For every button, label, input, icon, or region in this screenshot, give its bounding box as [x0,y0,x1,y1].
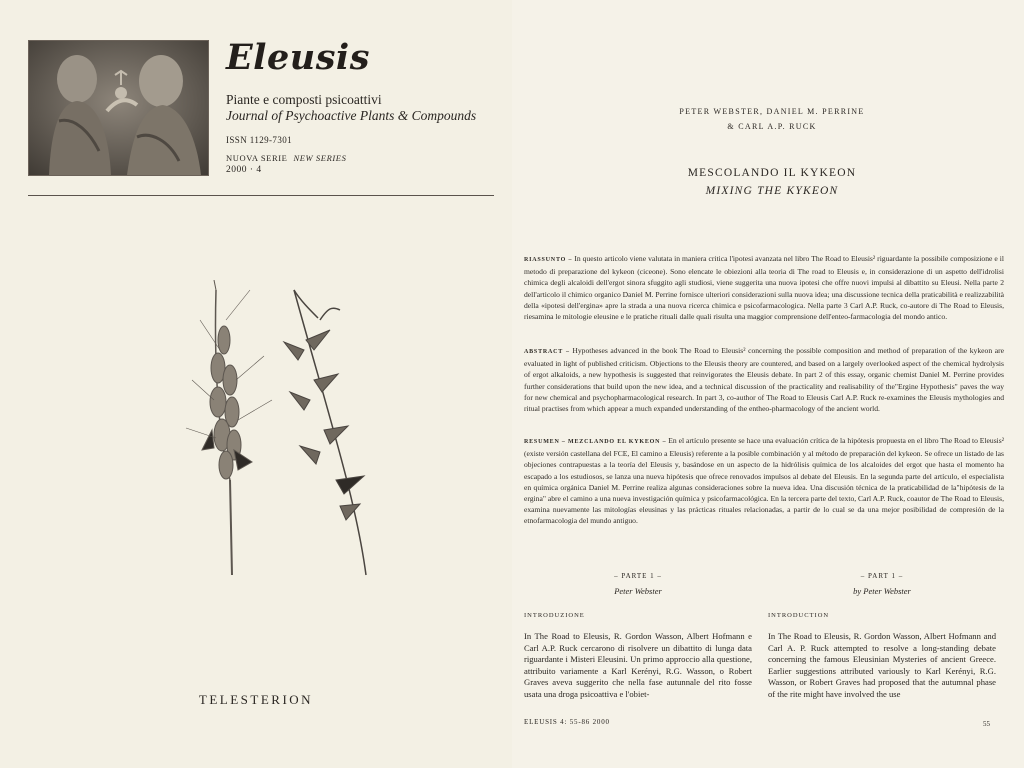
authors-line-2: & CARL A.P. RUCK [727,122,817,131]
issn-number: ISSN 1129-7301 [226,135,293,145]
page-number: 55 [983,720,990,728]
abstract-text: Hypotheses advanced in the book The Road to Eleusis² concerning the possible composition and method of preparation of the kykeon are evaluated in light of published criticism. Objections to the Eleusis theory are countered, and based on a largely overlooked aspect of the chemical hydrolysis of ergot alkaloids, a new hypothesis is suggested that reinvigorates the Eleusis debate. In part 2 of this essay, organic chemist Daniel M. Perrine provides further considerations that build upon the new idea, and a technical discussion of the practicality and realisability of the"Ergine Hypothesis" paves the way for new chemical and psychopharmacological research. In part 3, co-author of The Road to Eleusis Carl A.P. Ruck re-examines the Eleusis mythologies and ritual practises from which appear a much expanded understanding of the entheo-pharmacology of the ancient world. [524,346,1004,414]
resumen-text: En el artículo presente se hace una evaluación crítica de la hipótesis propuesta en el libro The Road to Eleusis² (existe versión castellana del FCE, El camino a Eleusis) referente a la posible combinación y al método de preparación del kykeon. Se ofrece un listado de las objeciones contrapuestas a la teoría del Eleusis y, basándose en un aspecto de la hidrólisis química de los alcaloides del ergot que hasta el momento ha escapado a los estudiosos, se lanza una nueva hipótesis que ofrece renovados impulsos al debate del Eleusis. En la segunda parte del artículo, el especialista en química orgánica Daniel M. Perrine realiza algunas consideraciones sobre la nueva idea. Una discusión técnica de la praticabilidad de la"hipótesis de la ergina" abre el camino a una nueva investigación química y psicofarmacológica. En la tercera parte del texto, Carl A.P. Ruck, coautor de The Road to Eleusis, examina nuevamente las mitologías eleusinas y las prácticas rituales relacionadas, a partir de lo cual se da una mejor posibilidad de compresión de la etnofarmacologia del mundo antiguo. [524,436,1005,526]
part-author: by Peter Webster [853,586,911,596]
riassunto-label: RIASSUNTO – [524,257,573,263]
abstract-label: ABSTRACT – [524,349,570,355]
title-english: MIXING THE KYKEON [705,185,839,197]
body-text: In The Road to Eleusis, R. Gordon Wasson, Albert Hofmann and Carl A. P. Ruck attempted to resolve a long-standing debate concerning the famous Eleusinian Mysteries of ancient Greece. Earlier suggestions attributed variously to Karl Kerényi, R.G. Wasson, or Robert Graves had proposed that the autumnal phase of the rite might have involved the use [768,631,996,699]
series-italian: NUOVA SERIE [226,153,288,163]
right-page [512,0,1024,768]
article-authors [512,104,1024,134]
title-italian: MESCOLANDO IL KYKEON [687,167,857,179]
grass-stalk-icon [284,290,366,575]
section-heading: INTRODUZIONE [524,612,585,619]
series-label [226,153,346,163]
series-english: NEW SERIES [293,153,347,163]
journal-title: Eleusis [226,37,370,78]
riassunto-text: In questo articolo viene valutata in maniera critica l'ipotesi avanzata nel libro The Road to Eleusis² riguardante la possibile composizione e il metodo di preparazione del kykeon (ciceone). Sono elencate le obiezioni alla teoria di The road to Eleusis e, in considerazione di un aspetto dell'idrolisi chimica degli alcaloidi dell'ergot sinora sfuggito agli studiosi, viene suggerita una nuova ipotesi che offre nuovi impulsi al dibattito su Eleusi. Nella parte 2 dell'articolo il chimico organico Daniel M. Perrine fornisce ulteriori considerazioni sulla nuova idea; una discussione tecnica della praticabilità e realizzabilità della «ipotesi dell'ergina» apre la strada a una nuova ricerca chimica e psicofarmacologica. Nella parte 3 Carl A.P. Ruck, co-autore di The Road to Eleusis, riesamina le mitologie eleusine e le pratiche rituali dalle quali risulta una maggior comprensione dell'enteo-farmacologia del mondo antico. [524,254,1004,322]
riassunto-paragraph [524,253,1004,322]
resumen-paragraph [524,435,1004,527]
journal-subtitle-italian: Piante e composti psicoattivi [226,92,382,107]
part-heading: – PART 1 – [860,572,904,580]
abstract-paragraph [524,345,1004,414]
part-author: Peter Webster [614,586,662,596]
masthead-divider [28,195,494,196]
barley-ear-icon [186,280,272,575]
authors-line-1: PETER WEBSTER, DANIEL M. PERRINE [679,107,865,116]
resumen-label: RESUMEN – MEZCLANDO EL KYKEON – [524,439,667,445]
relief-sculpture-image [28,40,209,176]
year-issue: 2000 · 4 [226,165,262,175]
body-text: In The Road to Eleusis, R. Gordon Wasson, Albert Hofmann e Carl A.P. Ruck cercarono di risolvere un dibattito di lunga data riguardante i Misteri Eleusini. Un primo approccio alla questione, attribuito variamente a Karl Kerényi, R.G. Wasson, o Robert Graves aveva suggerito che nella fase autunnale del rito fosse usata una droga psicoattiva e l'obiet- [524,631,752,699]
journal-subtitle-english: Journal of Psychoactive Plants & Compounds [226,108,477,123]
plant-illustration [180,280,400,580]
page-footer-citation: ELEUSIS 4: 55-86 2000 [524,718,610,726]
figure-caption: TELESTERION [198,692,314,707]
section-heading: INTRODUCTION [768,612,830,619]
article-title [512,164,1024,200]
part-heading: – PARTE 1 – [614,572,662,580]
